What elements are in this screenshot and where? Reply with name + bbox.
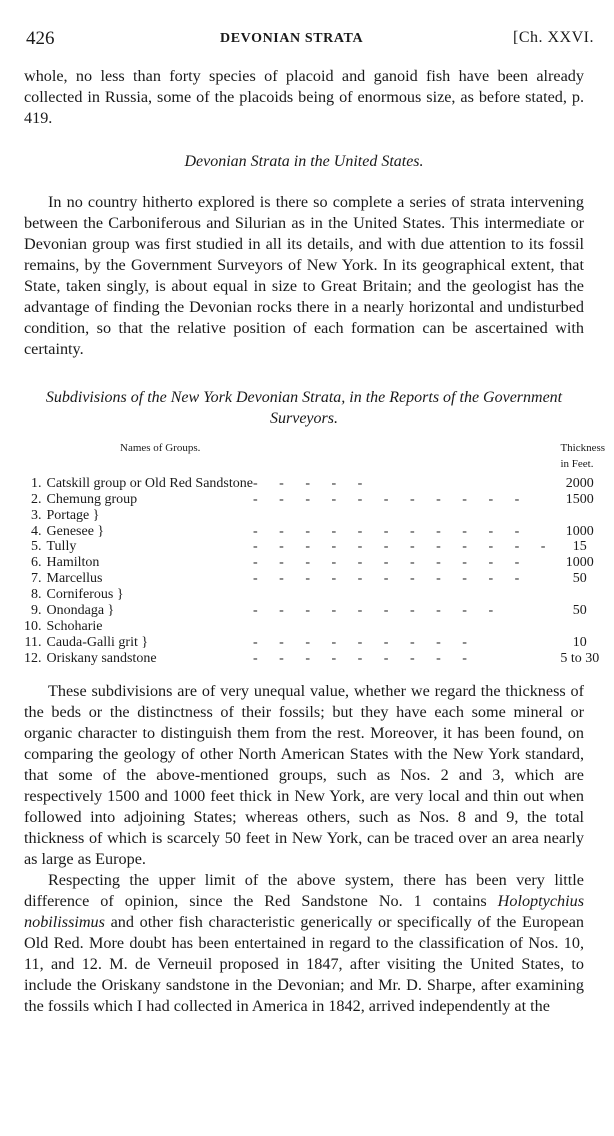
subdivisions-table [24, 441, 605, 667]
page-header [24, 28, 594, 58]
row-number: 9. [31, 603, 42, 619]
group-name: Genesee } [46, 523, 105, 539]
leader-dots: - - - - - - - - - - - [253, 523, 529, 539]
book-page [24, 28, 606, 1017]
column-header-names: Names of Groups. [120, 442, 201, 454]
thickness-value: 1000 [565, 523, 594, 539]
table-body [24, 476, 605, 667]
group-name: Marcellus [46, 571, 103, 587]
table-row [24, 635, 605, 651]
row-number: 12. [24, 650, 42, 666]
group-name: Portage } [46, 507, 100, 523]
group-name: Oriskany sandstone [46, 650, 157, 666]
table-row [24, 492, 605, 508]
row-number: 4. [31, 523, 42, 539]
row-number: 7. [31, 571, 42, 587]
table-header-row [24, 441, 605, 476]
row-number: 1. [31, 475, 42, 491]
leader-dots: - - - - - - - - - - - [253, 571, 529, 587]
row-number: 6. [31, 555, 42, 571]
thickness-value: 50 [572, 571, 587, 587]
paragraph-3-text-a: Respecting the upper limit of the above system, there has been very little difference of opinion, since the Red Sandstone No. 1 contains [24, 870, 584, 910]
leader-dots: - - - - - - - - - - - - [253, 539, 555, 555]
row-number: 10. [24, 618, 42, 634]
group-name: Tully [46, 539, 77, 555]
leader-dots [253, 587, 554, 603]
table-row [24, 603, 605, 619]
paragraph-1: In no country hitherto explored is there so complete a series of strata intervening between the Carboniferous and Silurian as in the United States. This intermediate or Devonian group was first studied in all its details, and with due attention to its fossil remains, by the Government Surveyors of New York. In its geographical extent, that State, taken singly, is about equal in size to Great Britain; and the geologist has the advantage of finding the Devonian rocks there in a nearly horizontal and undisturbed condition, so that the relative position of each formation can be ascertained with certainty. [24, 193, 584, 358]
row-number: 2. [31, 491, 42, 507]
group-name: Corniferous } [46, 587, 124, 603]
leader-dots: - - - - - - - - - [253, 634, 476, 650]
column-header-thickness: Thickness in Feet. [560, 442, 606, 470]
running-title: DEVONIAN STRATA [220, 31, 364, 46]
group-name: Schoharie [46, 618, 103, 634]
leader-dots: - - - - - [253, 475, 372, 491]
table-row [24, 555, 605, 571]
leader-dots: - - - - - - - - - - - [253, 555, 529, 571]
table-row [24, 571, 605, 587]
leader-dots [253, 619, 554, 635]
leader-dots: - - - - - - - - - - [253, 603, 503, 619]
section-title: Devonian Strata in the United States. [184, 153, 424, 170]
thickness-value: 10 [572, 634, 587, 650]
row-number: 3. [31, 507, 42, 523]
leader-dots: - - - - - - - - - - - [253, 491, 529, 507]
group-name: Chemung group [46, 491, 138, 507]
group-name: Hamilton [46, 555, 100, 571]
table-row [24, 539, 605, 555]
leader-dots: - - - - - - - - - [253, 650, 476, 666]
table-row [24, 587, 605, 603]
page-number: 426 [26, 28, 55, 49]
group-name: Onondaga } [46, 603, 115, 619]
thickness-value: 1500 [565, 491, 594, 507]
paragraph-2: These subdivisions are of very unequal value, whether we regard the thickness of the beds or the distinctness of their fossils; but they have each some mineral or organic character to distinguish them from the rest. Moreover, it has been found, on comparing the geology of other North American States with the New York standard, that some of the above-mentioned groups, such as Nos. 2 and 3, which are respectively 1500 and 1000 feet thick in New York, are very local and thin out when followed into adjoining States; whereas others, such as Nos. 8 and 9, the total thickness of which is scarcely 50 feet in New York, can be traced over an area nearly as large as Europe. [24, 681, 584, 868]
table-row [24, 508, 605, 524]
thickness-value: 15 [572, 539, 587, 555]
thickness-value: 50 [572, 603, 587, 619]
thickness-value: 5 to 30 [560, 650, 600, 666]
row-number: 11. [24, 634, 42, 650]
row-number: 5. [31, 539, 42, 555]
table-row [24, 476, 605, 492]
chapter-label: [Ch. XXVI. [513, 29, 594, 46]
group-name: Catskill group or Old Red Sandstone [46, 475, 253, 491]
thickness-value [554, 587, 605, 603]
paragraph-3 [24, 870, 584, 1017]
paragraph-3-text-b: and other fish characteristic generically or specifically of the European Old Red. More doubt has been entertained in regard to the classification of Nos. 10, 11, and 12. M. de Verneuil proposed in 1847, after visiting the United States, to include the Oriskany sandstone in the Devonian; and Mr. D. Sharpe, after examining the fossils which I had collected in America in 1842, arrived independently at the [24, 912, 584, 1015]
group-name: Cauda-Galli grit } [46, 634, 149, 650]
table-row [24, 619, 605, 635]
thickness-value [554, 619, 605, 635]
table-title: Subdivisions of the New York Devonian Strata, in the Reports of the Government Surveyors. [45, 389, 563, 427]
leader-dots [253, 508, 554, 524]
thickness-value: 2000 [565, 475, 594, 491]
table-row [24, 524, 605, 540]
table-row [24, 651, 605, 667]
thickness-value: 1000 [565, 555, 594, 571]
intro-paragraph: whole, no less than forty species of placoid and ganoid fish have been already collected in Russia, some of the placoids being of enormous size, as before stated, p. 419. [24, 67, 584, 127]
row-number: 8. [31, 587, 42, 603]
thickness-value [554, 508, 605, 524]
species-name: Holoptychius nobilissimus [24, 891, 584, 931]
